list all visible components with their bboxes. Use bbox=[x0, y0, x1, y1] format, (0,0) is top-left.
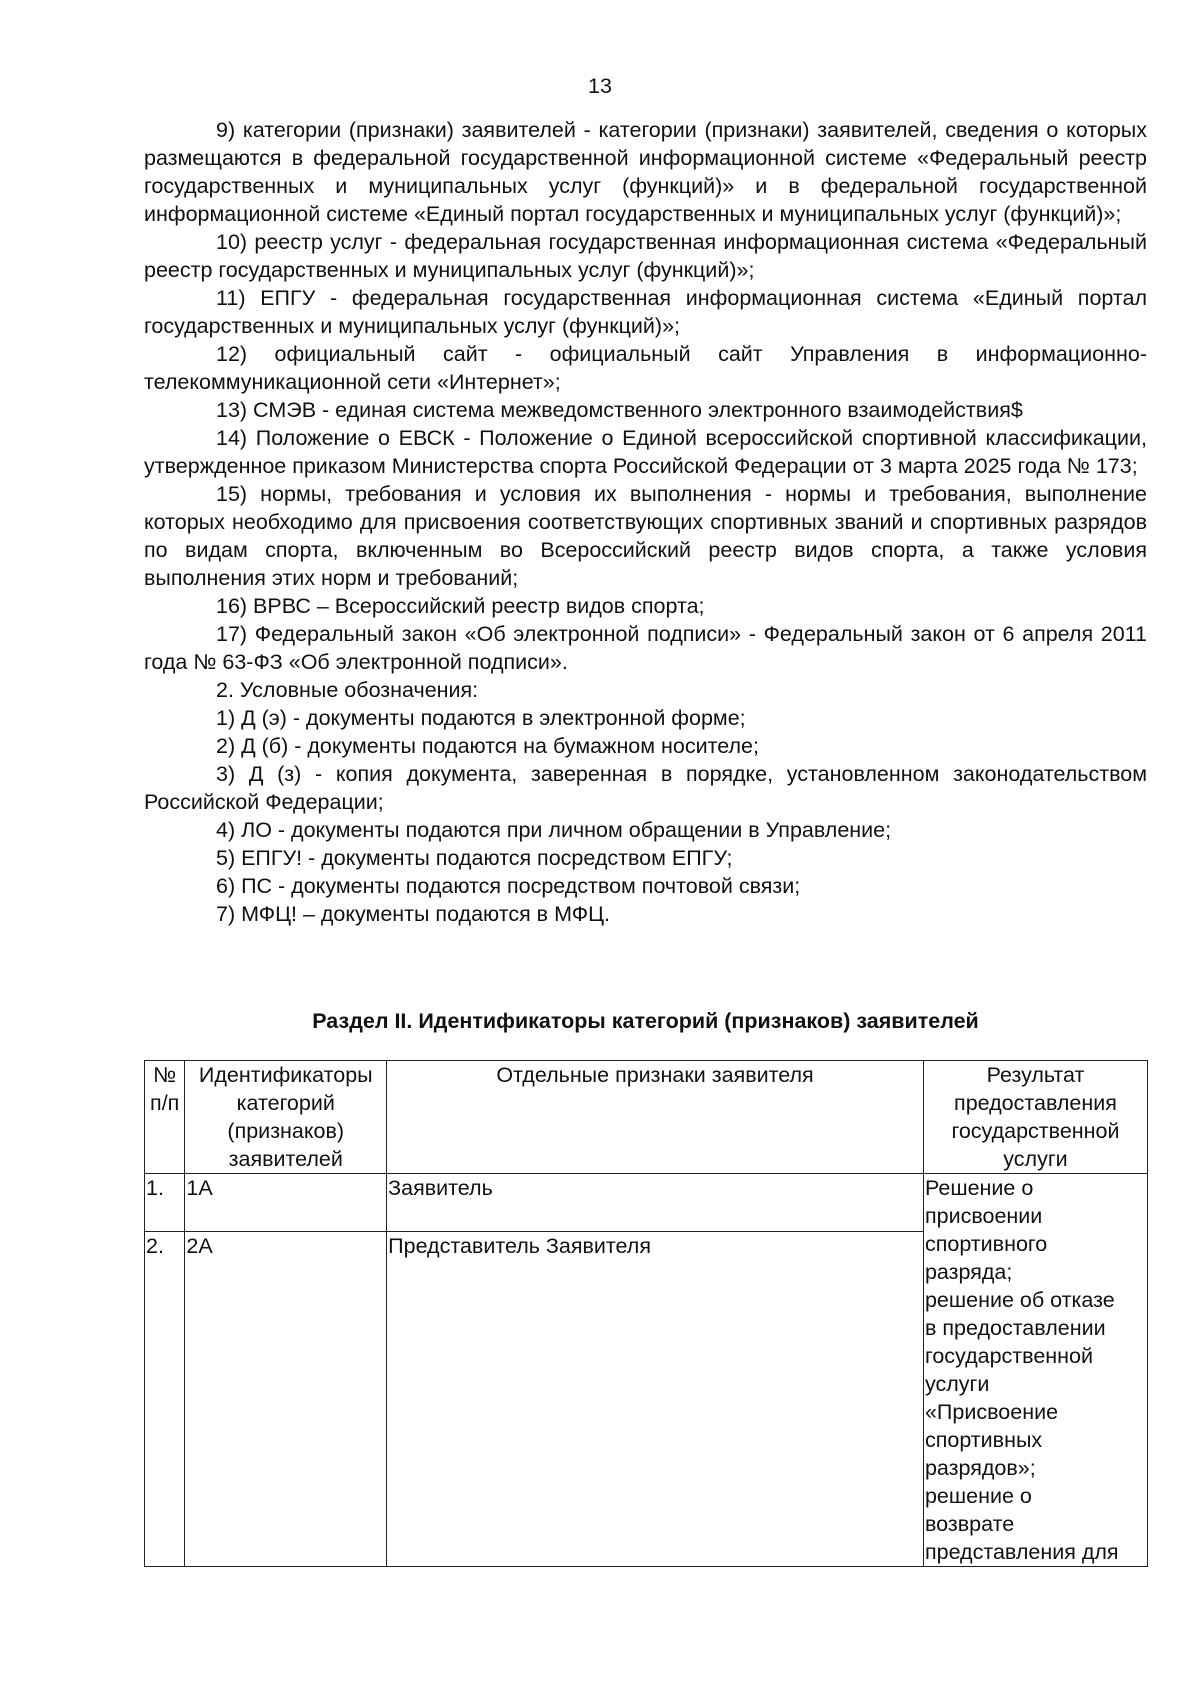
result-line: спортивных bbox=[924, 1428, 1043, 1452]
result-line: Решение о bbox=[924, 1176, 1034, 1200]
result-line: присвоении bbox=[924, 1204, 1043, 1228]
row-number: 1. bbox=[145, 1174, 185, 1232]
header-features: Отдельные признаки заявителя bbox=[387, 1061, 924, 1174]
definition-item-17: 17) Федеральный закон «Об электронной подписи» - Федеральный закон от 6 апреля 2011 года № 63-ФЗ «Об электронной подписи». bbox=[144, 622, 1147, 674]
definition-item-14: 14) Положение о ЕВСК - Положение о Единой всероссийской спортивной классификации, утвержденное приказом Министерства спорта Российской Федерации от 3 марта 2025 года № 173; bbox=[144, 426, 1147, 478]
result-cell bbox=[923, 1174, 1147, 1567]
result-line: разряда; bbox=[924, 1260, 1013, 1284]
definition-item-11: 11) ЕПГУ - федеральная государственная информационная система «Единый портал государственных и муниципальных услуг (функций)»; bbox=[144, 286, 1147, 338]
definition-item-16: 16) ВРВС – Всероссийский реестр видов спорта; bbox=[216, 594, 705, 618]
legend-heading: 2. Условные обозначения: bbox=[216, 678, 479, 702]
header-result: Результат предоставления государственной услуги bbox=[923, 1061, 1147, 1174]
table-row bbox=[145, 1174, 1148, 1232]
legend-item-1: 1) Д (э) - документы подаются в электронной форме; bbox=[216, 706, 746, 730]
definition-item-9: 9) категории (признаки) заявителей - категории (признаки) заявителей, сведения о которых размещаются в федеральной государственной информационной системе «Федеральный реестр государственных и муниципальных услуг (функций)» и в федеральной государственной информационной системе «Единый портал государственных и муниципальных услуг (функций)»; bbox=[144, 118, 1147, 226]
definition-item-12: 12) официальный сайт - официальный сайт Управления в информационно-телекоммуникационной сети «Интернет»; bbox=[144, 342, 1147, 394]
result-line: решение об отказе bbox=[924, 1288, 1115, 1312]
legend-item-3: 3) Д (з) - копия документа, заверенная в порядке, установленном законодательством Российской Федерации; bbox=[144, 762, 1147, 814]
row-number: 2. bbox=[145, 1231, 185, 1566]
header-number: № п/п bbox=[145, 1061, 185, 1174]
legend-item-2: 2) Д (б) - документы подаются на бумажном носителе; bbox=[216, 734, 759, 758]
table-header-row bbox=[145, 1061, 1148, 1174]
row-identifier: 1А bbox=[185, 1174, 387, 1232]
result-line: возврате bbox=[924, 1512, 1015, 1536]
result-line: «Присвоение bbox=[924, 1400, 1059, 1424]
result-line: государственной bbox=[924, 1344, 1093, 1368]
legend-item-5: 5) ЕПГУ! - документы подаются посредством ЕПГУ; bbox=[216, 846, 733, 870]
header-identifiers: Идентификаторы категорий (признаков) заявителей bbox=[185, 1061, 387, 1174]
result-line: услуги bbox=[924, 1372, 990, 1396]
definition-item-15: 15) нормы, требования и условия их выполнения - нормы и требования, выполнение которых необходимо для присвоения соответствующих спортивных званий и спортивных разрядов по видам спорта, включенным во Всероссийский реестр видов спорта, а также условия выполнения этих норм и требований; bbox=[144, 482, 1147, 590]
applicant-categories-table bbox=[144, 1060, 1148, 1567]
result-line: спортивного bbox=[924, 1232, 1048, 1256]
document-body bbox=[144, 116, 1147, 928]
row-feature: Заявитель bbox=[387, 1174, 924, 1232]
legend-item-4: 4) ЛО - документы подаются при личном обращении в Управление; bbox=[216, 818, 892, 842]
result-line: в предоставлении bbox=[924, 1316, 1106, 1340]
row-feature: Представитель Заявителя bbox=[387, 1231, 924, 1566]
result-line: разрядов»; bbox=[924, 1456, 1036, 1480]
legend-item-7: 7) МФЦ! – документы подаются в МФЦ. bbox=[216, 902, 610, 926]
page-number: 13 bbox=[588, 74, 612, 98]
definition-item-10: 10) реестр услуг - федеральная государственная информационная система «Федеральный реестр государственных и муниципальных услуг (функций)»; bbox=[144, 230, 1147, 282]
result-line: представления для bbox=[924, 1540, 1119, 1564]
result-line: решение о bbox=[924, 1484, 1032, 1508]
row-identifier: 2А bbox=[185, 1231, 387, 1566]
section-heading: Раздел II. Идентификаторы категорий (признаков) заявителей bbox=[312, 1009, 979, 1033]
definition-item-13: 13) СМЭВ - единая система межведомственного электронного взаимодействия$ bbox=[216, 398, 1023, 422]
legend-item-6: 6) ПС - документы подаются посредством почтовой связи; bbox=[216, 874, 801, 898]
